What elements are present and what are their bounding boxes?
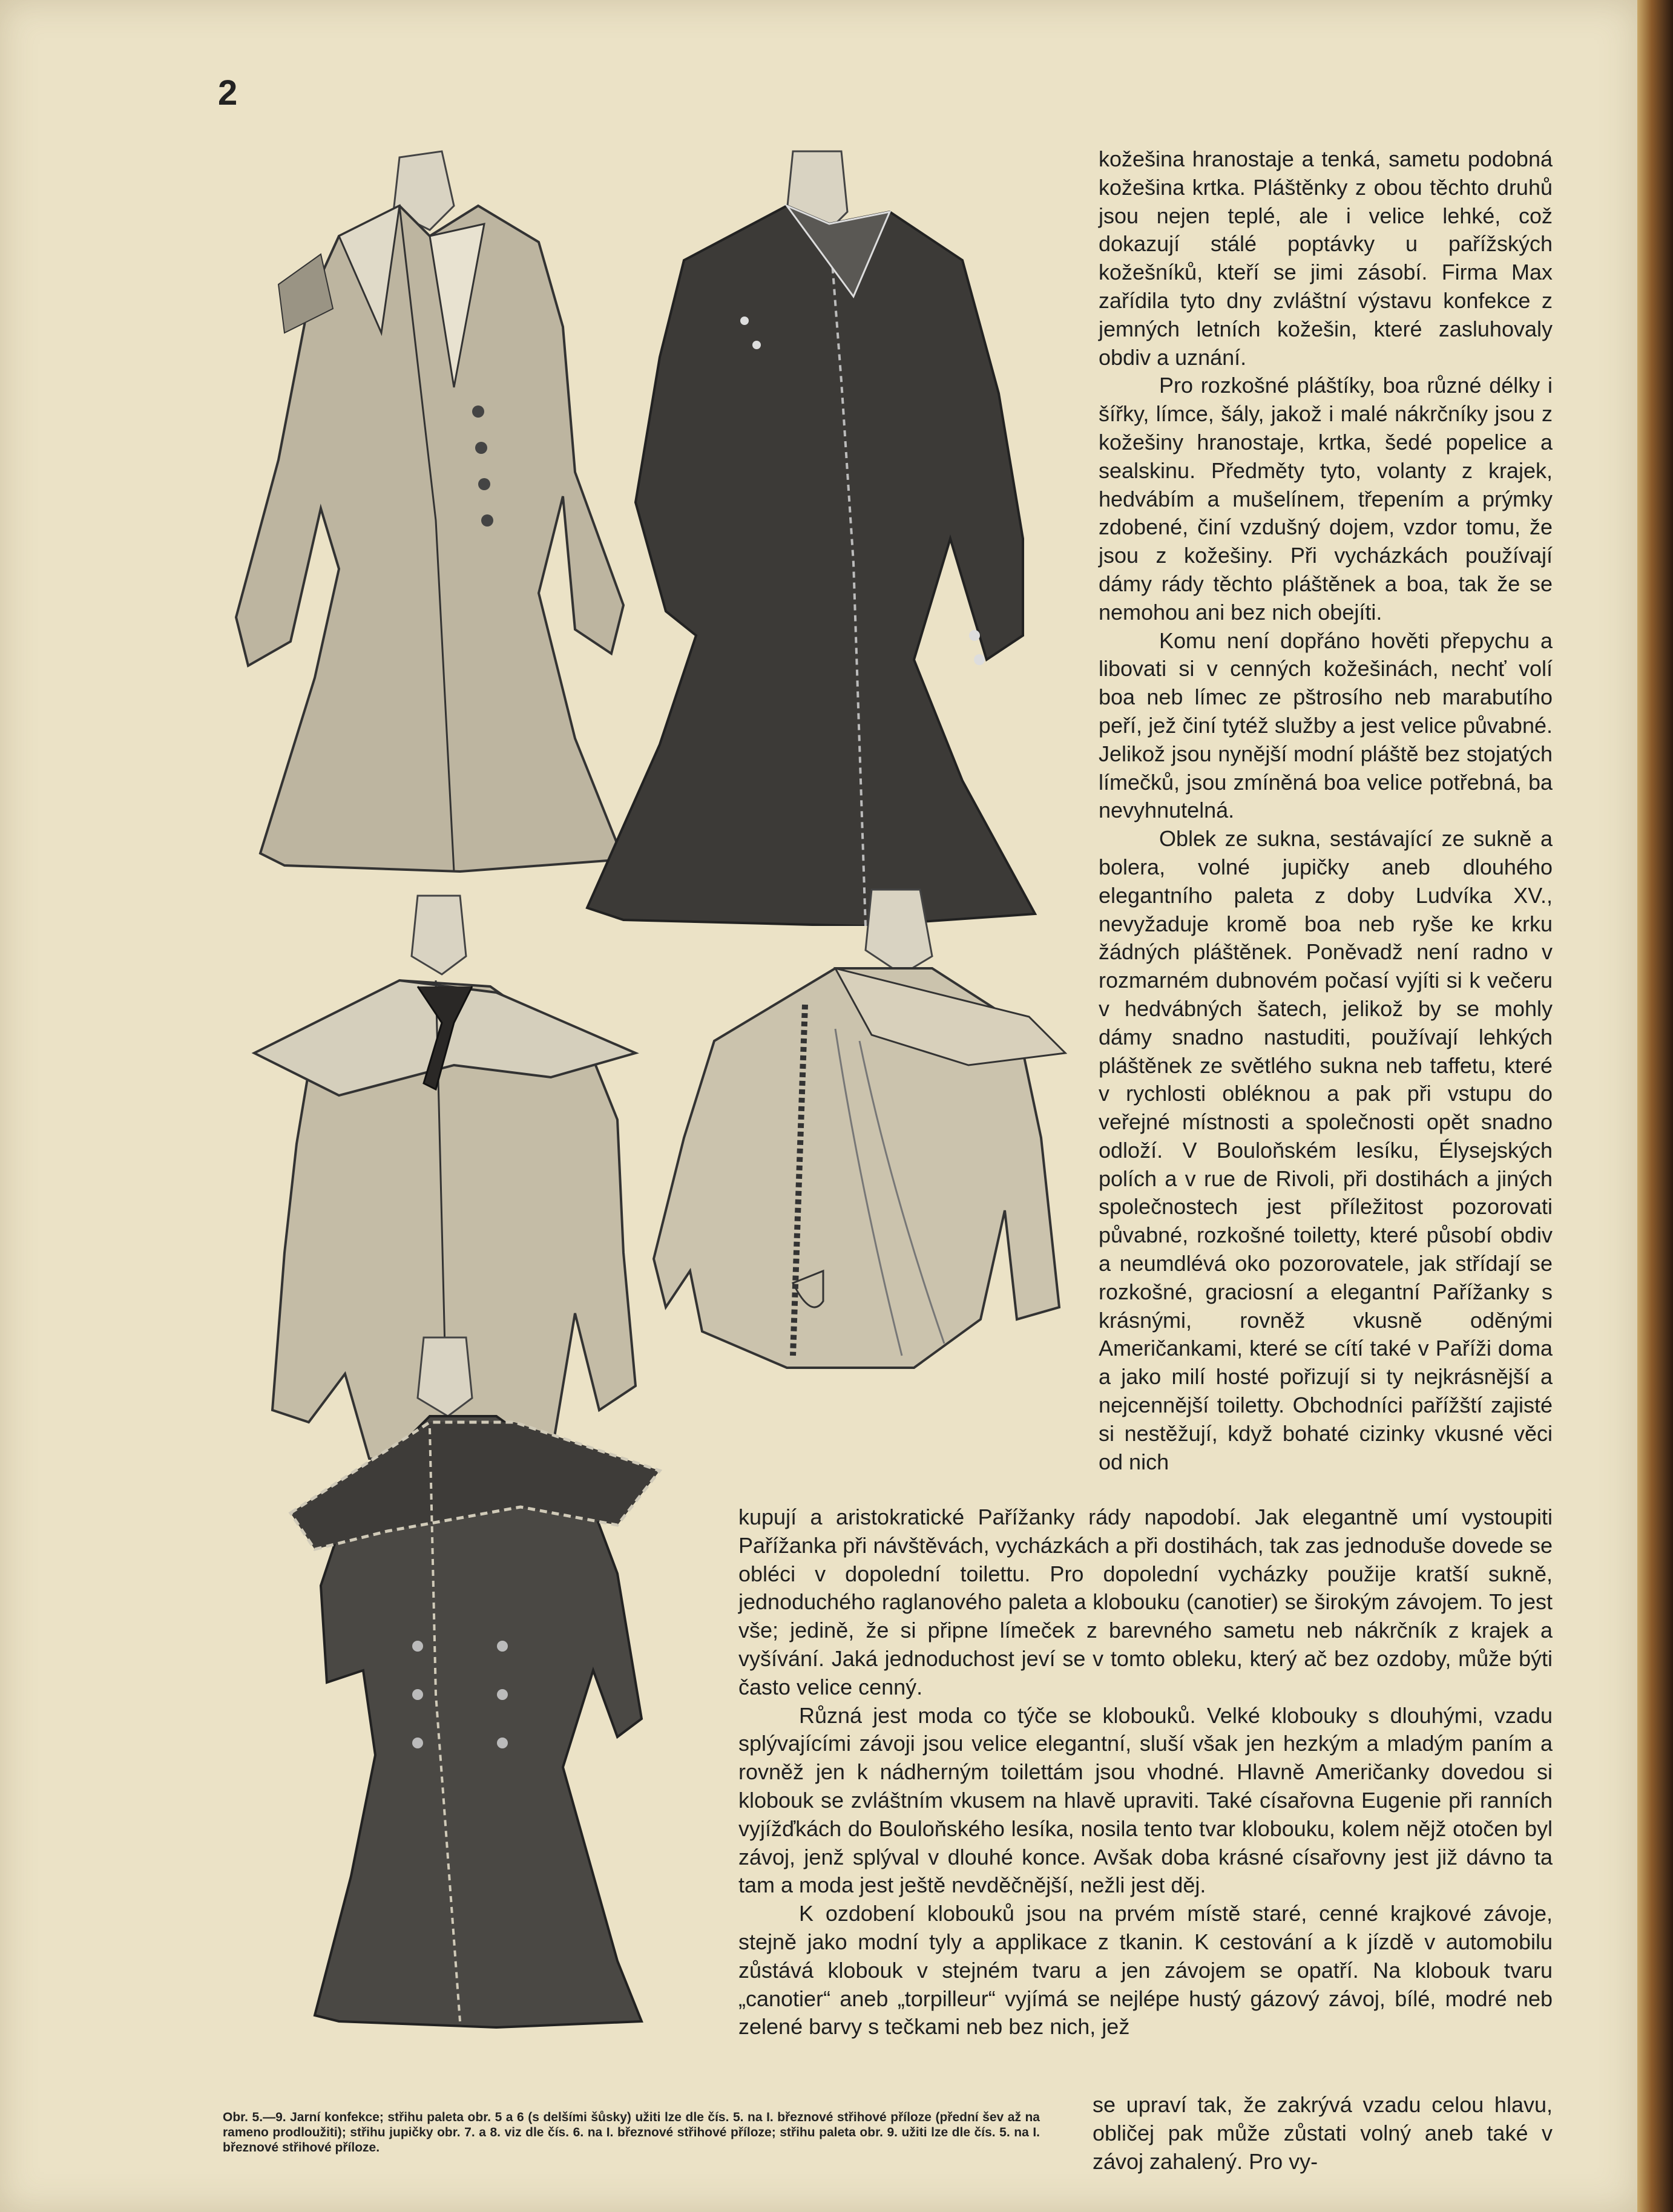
fig-jacket-4 (642, 884, 1077, 1416)
paragraph: se upraví tak, že zakrývá vzadu celou hlavu, obličej pak může zůstati volný aneb také v závoj zahalený. Pro vy- (1093, 2092, 1553, 2174)
paragraph: Komu není dopřáno hověti přepychu a libovati si v cenných kožešinách, nechť volí boa neb límec ze pštrosího neb marabutího peří, jež činí tytéž služby a jest velice půvabné. Jelikož jsou nynější modní pláště bez stojatých límečků, jsou zmíněná boa velice potřebná, ba nevyhnutelná. (1099, 628, 1553, 823)
fig-jacket-2 (575, 139, 1047, 926)
figure-caption: Obr. 5.—9. Jarní konfekce; střihu paleta obr. 5 a 6 (s delšími šůsky) užiti lze dle čís. 5. na I. březnové střihové příloze (přední šev až na rameno prodloužiti); střihu jupičky obr. 7. a 8. viz dle čís. 6. na I. březnové střihové příloze; střihu paleta obr. 9. užiti lze dle čís. 5. na I. březnové střihové příloze. (223, 2110, 1040, 2155)
right-column-text (1099, 145, 1553, 1476)
lower-text-block (738, 1503, 1553, 2041)
paragraph: K ozdobení klobouků jsou na prvém místě staré, cenné krajkové závoje, stejně jako modní tyly a applikace z tkanin. K cestování a k jízdě v automobilu zůstává klobouk v stejném tvaru a jen závojem se opatří. Na klobouk tvaru „canotier“ aneb „torpilleur“ vyjímá se nejlépe hustý gázový závoj, bílé, modré neb zelené barvy s tečkami neb bez nich, jež (738, 1901, 1553, 2040)
paragraph: Oblek ze sukna, sestávající ze sukně a bolera, volné jupičky aneb dlouhého elegantního paleta z doby Ludvíka XV., nevyžaduje kromě boa neb ryše ke krku žádných pláštěnek. Poněvadž není radno v rozmarném dubnovém počasí vyjíti si k večeru v hedvábných šatech, jelikož by se mohly dámy snadno nastuditi, používají lehkých pláštěnek ze světlého sukna neb taffetu, které v rychlosti obléknou a pak při vstupu do veřejné místnosti a společnosti opět snadno odloží. V Bouloňském lesíku, Élysejských polích a v rue de Rivoli, při dostihách a jiných společnostech jest příležitost pozorovati půvabné, rozkošné toiletty, které působí obdiv a neumdlévá oko pozorovatele, jak střídají se rozkošné, graciosní a elegantní Pařížanky s krásnými, rovněž vkusně oděnými Američankami, které se cítí také v Paříži doma a jako milí hosté pořizují si ty nejkrásnější a nejcennější toiletty. Obchodníci pařížští zajisté si nestěžují, když bohaté cizinky vkusné věci od nich (1099, 826, 1553, 1474)
fig-jacket-5 (278, 1331, 690, 2033)
page-number: 2 (218, 73, 238, 113)
book-edge (1637, 0, 1673, 2212)
paragraph: kupují a aristokratické Pařížanky rády napodobí. Jak elegantně umí vystoupiti Pařížanka při návštěvách, vycházkách a při dostihách, tak zas jednoduše dovede se obléci v dopolední toilettu. Pro dopolední vycházky použije kratší sukně, jednoduchého raglanového paleta a klobouku (canotier) se širokým závojem. To jest vše; jedině, že si připne límeček z barevného sametu neb nákrčník z krajek a vyšívání. Jaká jednoduchost jeví se v tomto obleku, který ač bez ozdoby, může býti často velice cenný. (738, 1505, 1553, 1699)
paragraph: kožešina hranostaje a tenká, sametu podobná kožešina krtka. Pláštěnky z obou těchto druhů jsou nejen teplé, ale i velice lehké, což dokazují stálé poptávky u pařížských kožešníků, kteří se jimi zásobí. Firma Max zařídila tyto dny zvláštní výstavu konfekce z jemných letních kožešin, které zasluhovaly obdiv a uznání. (1099, 146, 1553, 370)
bottom-right-text (1093, 2091, 1553, 2176)
paragraph: Různá jest moda co týče se klobouků. Velké klobouky s dlouhými, vzadu splývajícími závoji jsou velice elegantní, sluší však jen hezkým a mladým paním a rovněž jen k nádherným toilettám jsou vhodné. Hlavně Američanky dovedou si klobouk se zvláštním vkusem na hlavě upraviti. Také císařovna Eugenie při ranních vyjížďkách do Bouloňského lesíka, nosila tento tvar klobouku, kolem nějž otočen byl závoj, jenž splýval v dlouhé konce. Avšak doba krásné císařovny jest již dávno ta tam a moda jest ještě nevděčnější, nežli jest děj. (738, 1702, 1553, 1898)
paragraph: Pro rozkošné pláštíky, boa různé délky i šířky, límce, šály, jakož i malé nákrčníky jsou z kožešiny hranostaje, krtka, šedé popelice a sealskinu. Předměty tyto, volanty z krajek, hedvábím a mušelínem, třepením a prýmky zdobené, činí vzdušný dojem, vzdor tomu, že jsou z kožešiny. Při vycházkách používají dámy rády těchto pláštěnek a boa, tak že se nemohou ani bez nich obejíti. (1099, 373, 1553, 625)
